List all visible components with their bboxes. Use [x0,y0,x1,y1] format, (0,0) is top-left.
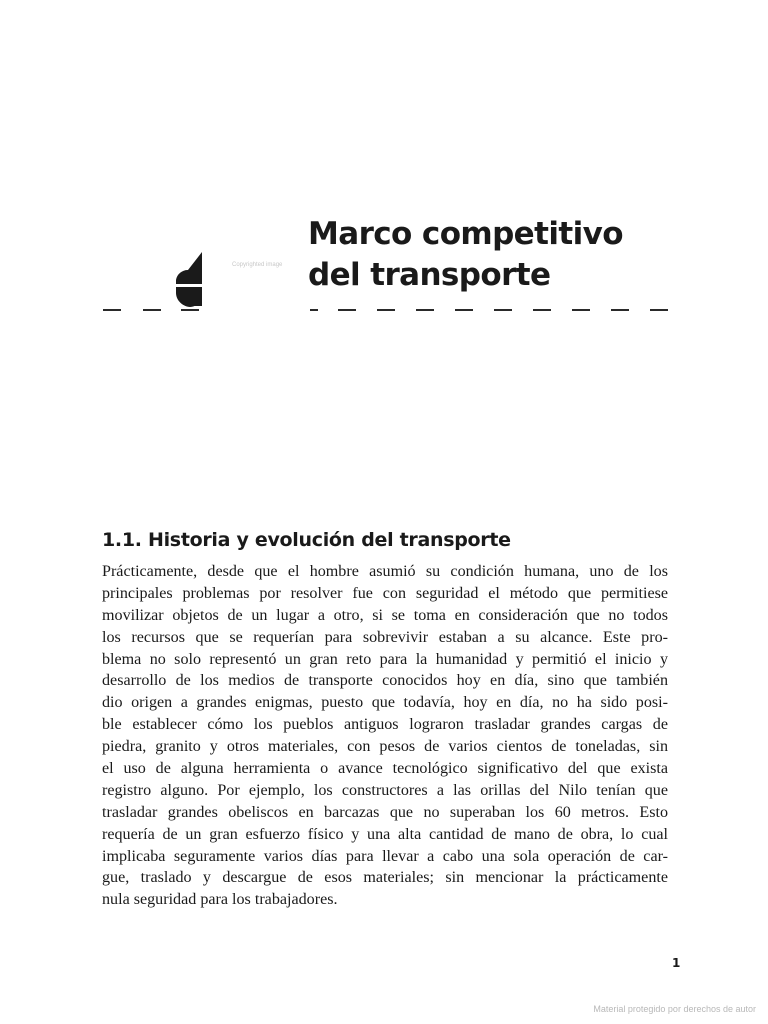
body-line: piedra, granito y otros materiales, con pesos de varios cientos de toneladas, sin [102,738,668,756]
body-line: nula seguridad para los trabajadores. [102,891,338,909]
rule-dash [103,309,121,311]
copyright-image-label: Copyrighted image [232,262,283,268]
section-heading: 1.1. Historia y evolución del transporte [102,529,511,551]
rule-dash [533,309,551,311]
body-line: blema no solo representó un gran reto para la humanidad y permitió el inicio y [102,650,668,668]
body-line: trasladar grandes obeliscos en barcazas que no superaban los 60 metros. Esto [102,803,668,821]
chapter-dashed-rule [0,309,768,311]
rule-dash [338,309,356,311]
rule-dash [572,309,590,311]
body-line: el uso de alguna herramienta o avance tecnológico significativo del que exista [102,760,668,778]
body-paragraph [102,561,668,911]
body-line: requería de un gran esfuerzo físico y una alta cantidad de mano de obra, lo cual [102,825,668,843]
body-line: gue, traslado y descargue de esos materiales; sin mencionar la prácticamente [102,869,668,887]
page-number: 1 [672,956,681,970]
body-line: desarrollo de los medios de transporte conocidos hoy en día, sino que también [102,672,668,690]
chapter-number-glyph [172,250,206,310]
rule-dash [416,309,434,311]
body-line: dio origen a grandes enigmas, puesto que todavía, hoy en día, no ha sido posi- [102,694,668,712]
rule-dash [181,309,199,311]
chapter-title-line-2: del transporte [308,257,551,293]
rule-dash [650,309,668,311]
body-line: ble establecer cómo los pueblos antiguos lograron trasladar grandes cargas de [102,716,668,734]
body-line: movilizar objetos de un lugar a otro, si se toma en consideración que no todos [102,606,668,624]
rule-dash [455,309,473,311]
body-line: los recursos que se requerían para sobrevivir estaban a su alcance. Este pro- [102,628,668,646]
rule-dash [494,309,512,311]
rule-dash [611,309,629,311]
rule-dash [377,309,395,311]
body-line: implicaba seguramente varios días para llevar a cabo una sola operación de car- [102,847,668,865]
rule-dash [310,309,318,311]
body-line: principales problemas por resolver fue con seguridad el método que permitiese [102,584,668,602]
chapter-title-line-1: Marco competitivo [308,216,623,252]
body-line: Prácticamente, desde que el hombre asumió su condición humana, uno de los [102,563,668,580]
body-line: registro alguno. Por ejemplo, los constructores a las orillas del Nilo tenían que [102,781,668,799]
chapter-title [308,214,708,296]
copyright-footer-notice: Material protegido por derechos de autor [593,1004,756,1014]
rule-dash [143,309,161,311]
